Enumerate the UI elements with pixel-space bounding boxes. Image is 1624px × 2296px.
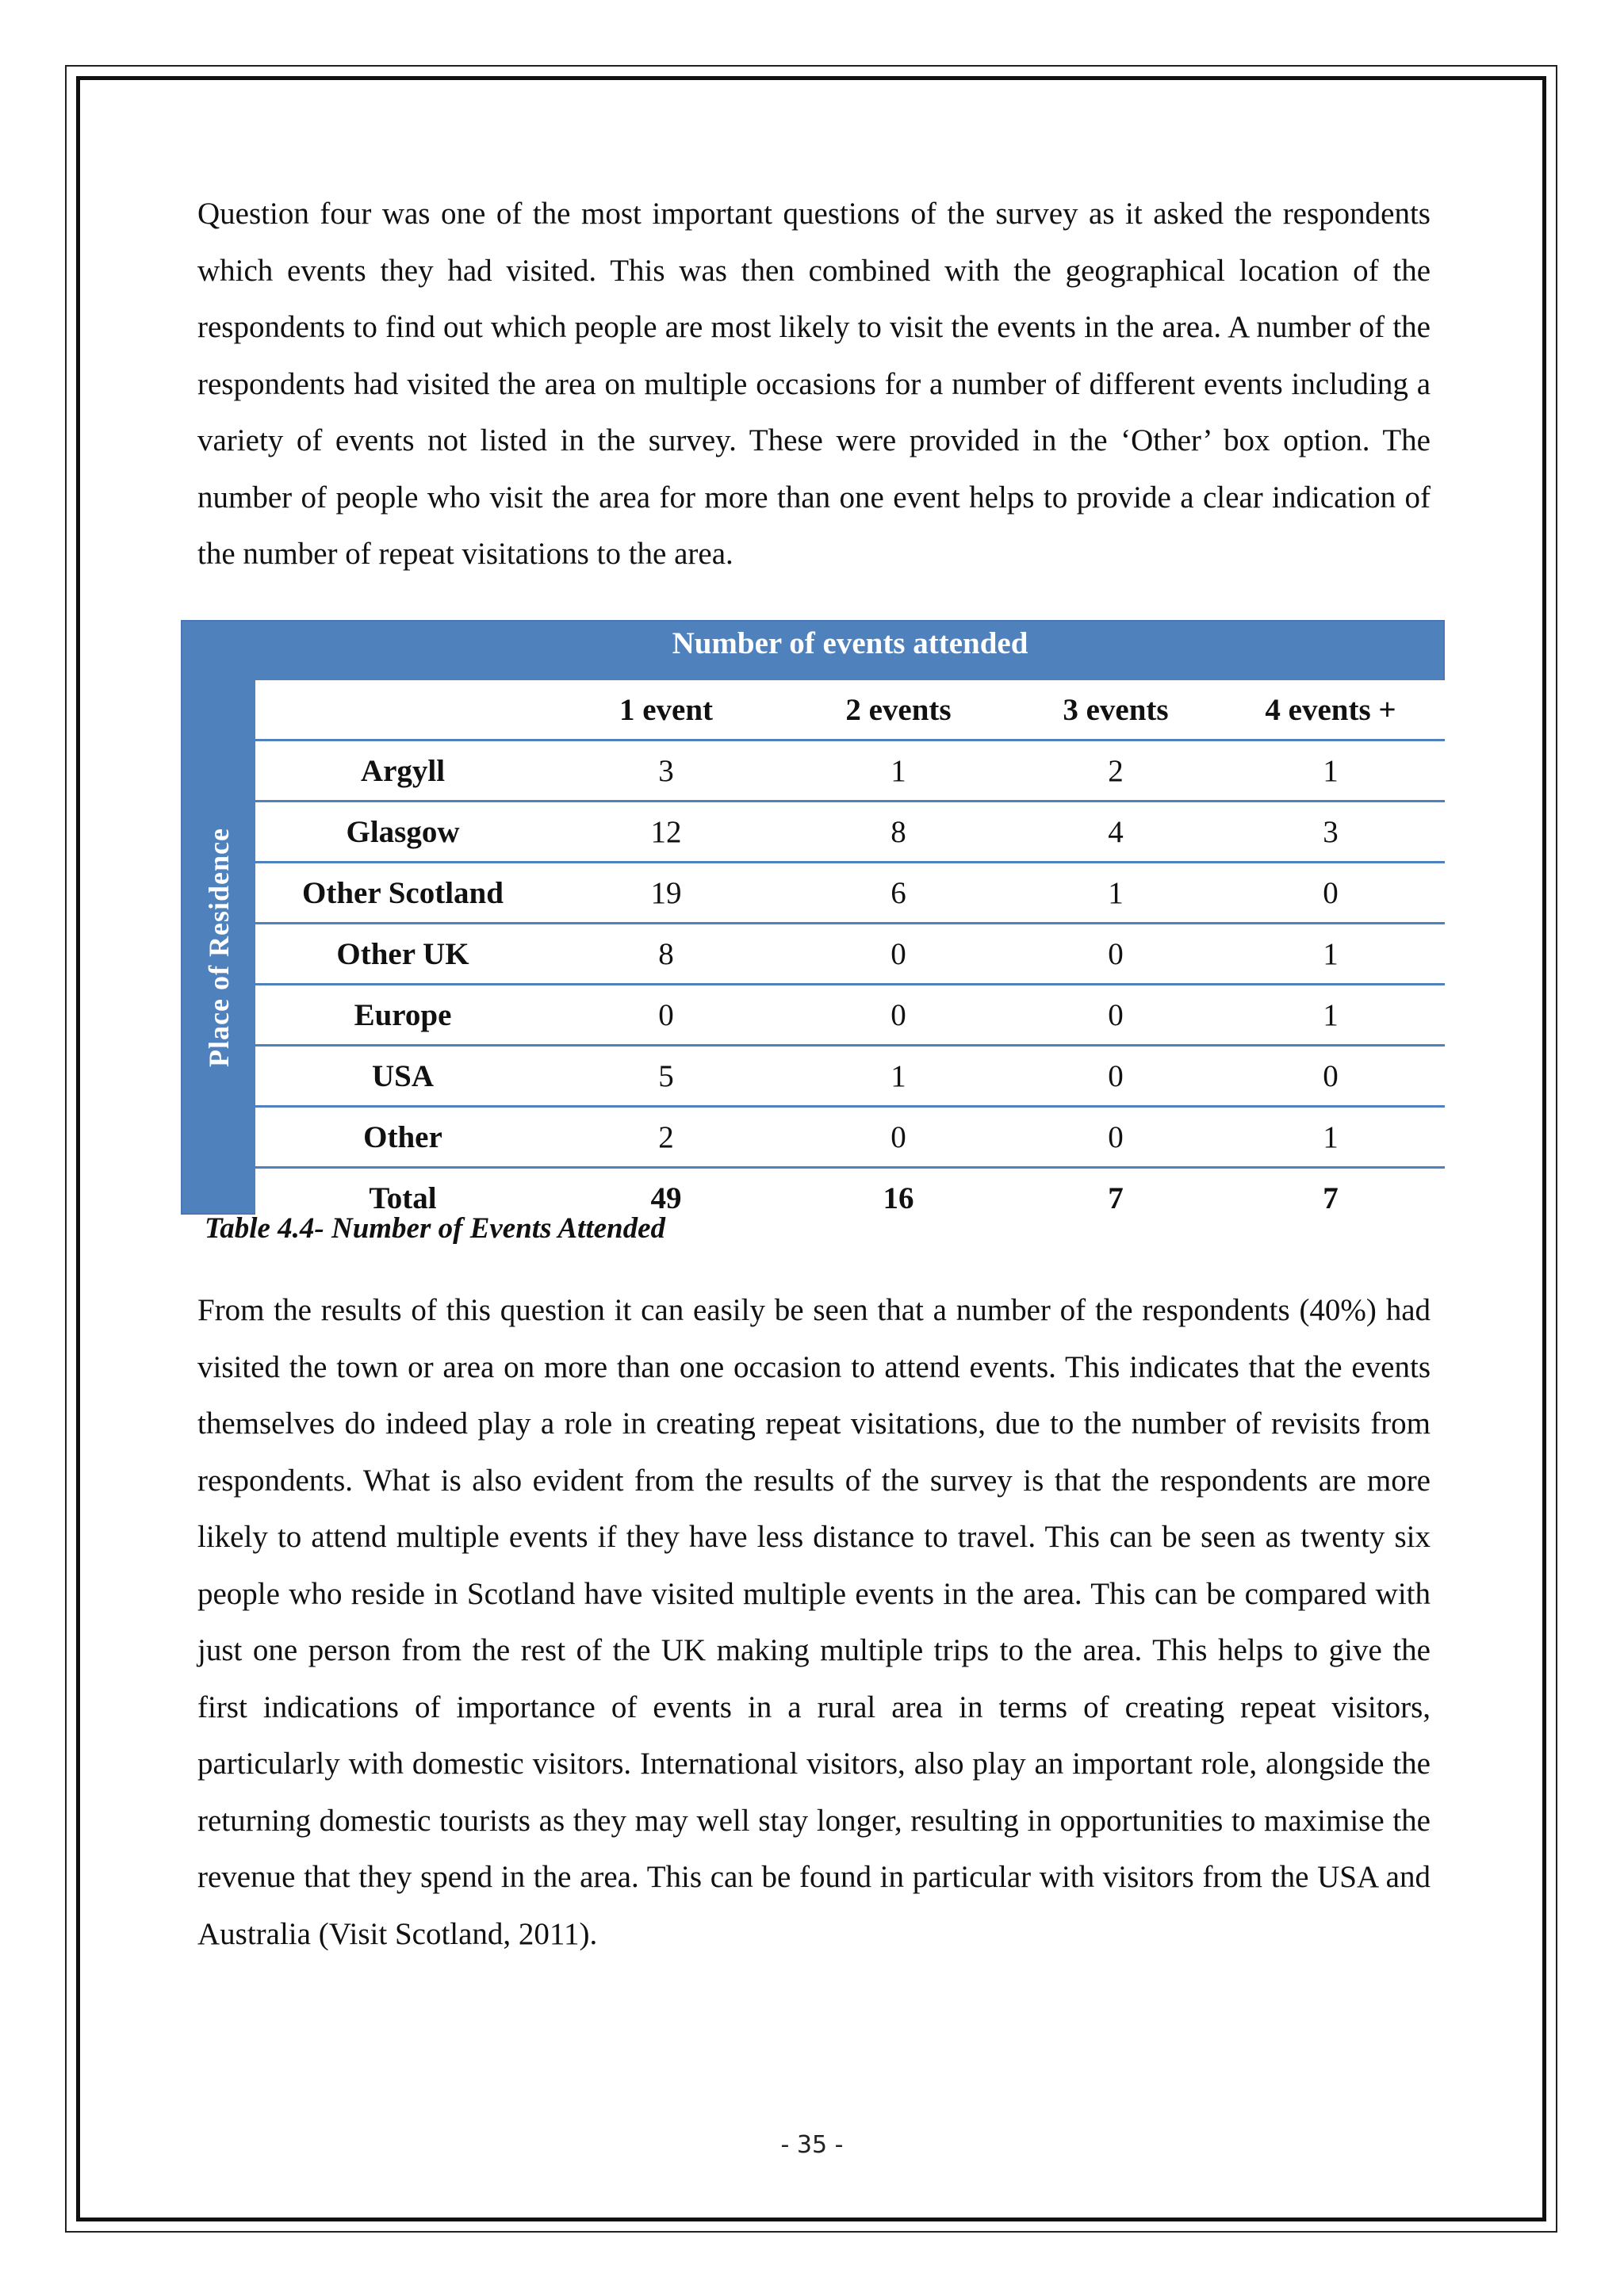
cell: 0 [550, 985, 782, 1046]
table-grid [255, 680, 1445, 1227]
cell: 1 [782, 1046, 1015, 1107]
table-row [255, 740, 1445, 802]
cell: 4 [1015, 802, 1216, 863]
cell: 0 [1015, 1046, 1216, 1107]
cell: 5 [550, 1046, 782, 1107]
cell: 8 [550, 924, 782, 985]
table-row [255, 924, 1445, 985]
row-label: Other [255, 1107, 550, 1168]
cell: 1 [1015, 863, 1216, 924]
cell: 0 [1015, 924, 1216, 985]
cell: 1 [782, 740, 1015, 802]
intro-paragraph: Question four was one of the most important questions of the survey as it asked the respondents which events they had visited. This was then combined with the geographical location of the respondents to find out which people are most likely to visit the events in the area. A number of the respondents had visited the area on multiple occasions for a number of different events including a variety of events not listed in the survey. These were provided in the ‘Other’ box option. The number of people who visit the area for more than one event helps to provide a clear indication of the number of repeat visitations to the area. [197, 197, 1431, 571]
total-cell: 7 [1108, 1181, 1124, 1215]
table-row [255, 1107, 1445, 1168]
table-row [255, 863, 1445, 924]
cell: 19 [550, 863, 782, 924]
page-number: - 35 - [780, 2131, 844, 2159]
cell: 1 [1216, 985, 1445, 1046]
cell: 1 [1216, 740, 1445, 802]
column-header-4: 4 events + [1216, 680, 1445, 740]
cell: 3 [550, 740, 782, 802]
cell: 0 [1015, 1107, 1216, 1168]
row-label: USA [255, 1046, 550, 1107]
cell: 0 [1015, 985, 1216, 1046]
cell: 1 [1216, 924, 1445, 985]
table-caption: Table 4.4- Number of Events Attended [205, 1212, 666, 1245]
total-cell: 7 [1323, 1181, 1339, 1215]
side-label-container [182, 680, 255, 1215]
cell: 8 [782, 802, 1015, 863]
column-header-2: 2 events [782, 680, 1015, 740]
analysis-paragraph: From the results of this question it can easily be seen that a number of the respondents (40%) had visited the town or area on more than one occasion to attend events. This indicates that the events themselves do indeed play a role in creating repeat visitations, due to the number of revisits from respondents. What is also evident from the results of the survey is that the respondents are more likely to attend multiple events if they have less distance to travel. This can be seen as twenty six people who reside in Scotland have visited multiple events in the area. This can be compared with just one person from the rest of the UK making multiple trips to the area. This helps to give the first indications of importance of events in a rural area in terms of creating repeat visitors, particularly with domestic visitors. International visitors, also play an important role, alongside the returning domestic tourists as they may well stay longer, resulting in opportunities to maximise the revenue that they spend in the area. This can be found in particular with visitors from the USA and Australia (Visit Scotland, 2011). [197, 1293, 1431, 1951]
cell: 12 [550, 802, 782, 863]
total-cell: 16 [883, 1181, 914, 1215]
total-label: Total [369, 1181, 437, 1215]
column-header-1: 1 event [550, 680, 782, 740]
column-header-3: 3 events [1015, 680, 1216, 740]
row-label: Other UK [255, 924, 550, 985]
table-title: Number of events attended [672, 626, 1028, 660]
side-label: Place of Residence [203, 828, 235, 1067]
table-row [255, 985, 1445, 1046]
cell: 6 [782, 863, 1015, 924]
cell: 0 [782, 924, 1015, 985]
table-row [255, 802, 1445, 863]
cell: 2 [550, 1107, 782, 1168]
events-attended-table [181, 620, 1445, 1215]
cell: 0 [782, 1107, 1015, 1168]
row-label: Argyll [255, 740, 550, 802]
cell: 1 [1216, 1107, 1445, 1168]
cell: 0 [1216, 863, 1445, 924]
corner-cell [255, 680, 550, 740]
cell: 0 [1216, 1046, 1445, 1107]
column-header-row [255, 680, 1445, 740]
row-label: Glasgow [255, 802, 550, 863]
total-cell: 49 [650, 1181, 682, 1215]
row-label: Europe [255, 985, 550, 1046]
row-label: Other Scotland [255, 863, 550, 924]
cell: 3 [1216, 802, 1445, 863]
table-row [255, 1046, 1445, 1107]
cell: 0 [782, 985, 1015, 1046]
cell: 2 [1015, 740, 1216, 802]
